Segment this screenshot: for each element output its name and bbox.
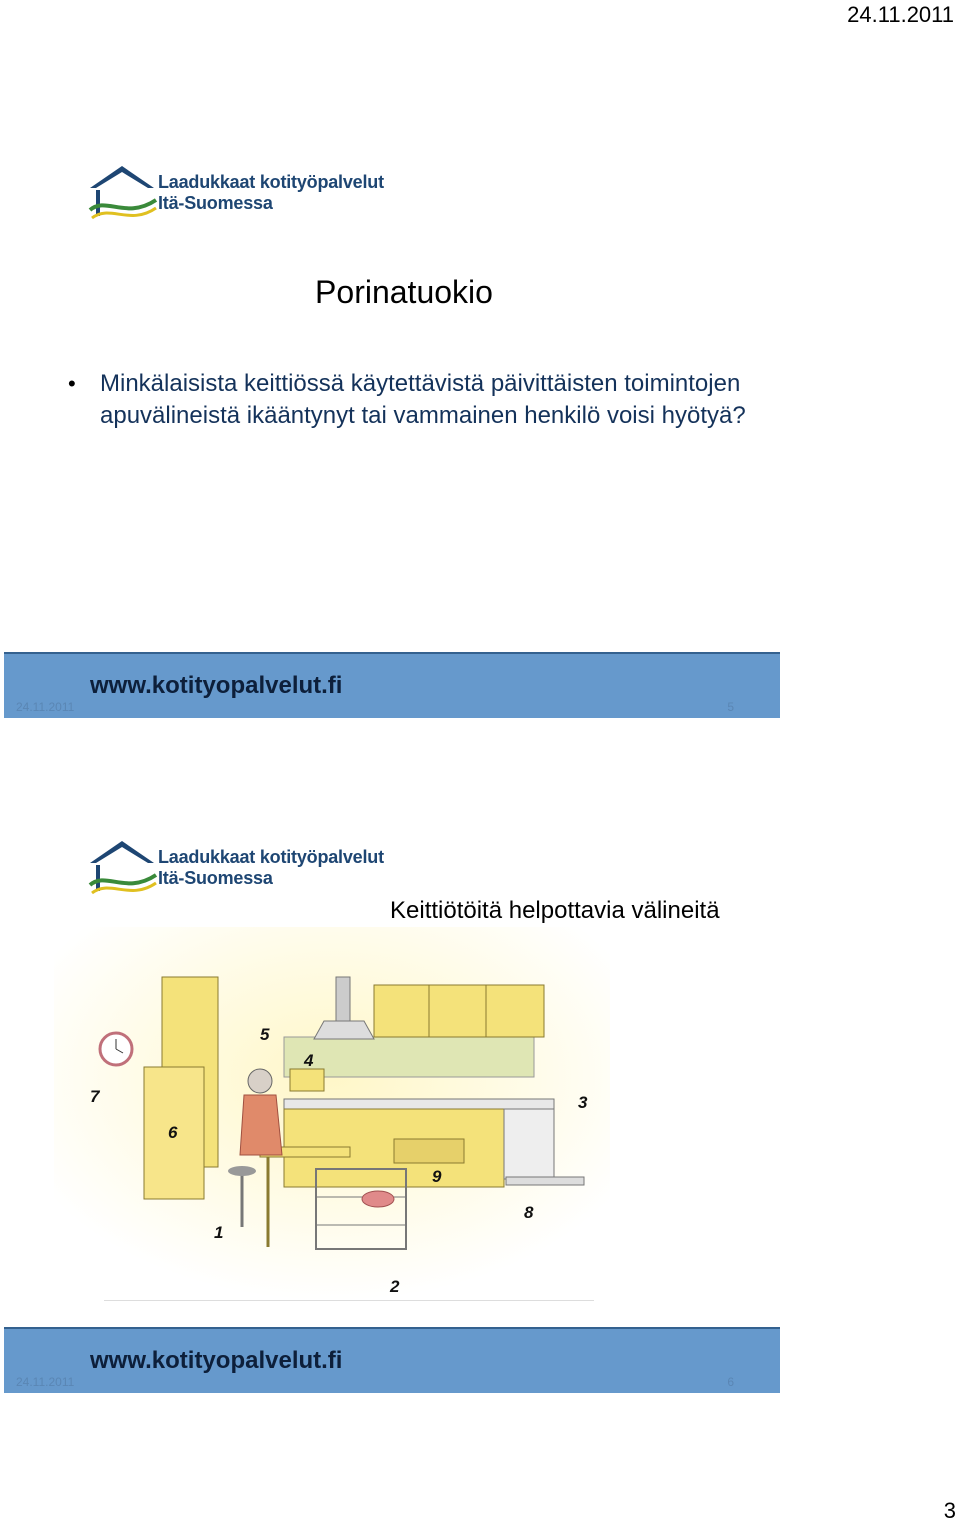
label-8: 8 [524,1203,534,1222]
label-6: 6 [168,1123,178,1142]
label-7: 7 [90,1087,100,1106]
footer-bar [4,652,780,718]
slide-6 [4,815,780,1393]
page-date: 24.11.2011 [847,2,954,27]
label-1: 1 [214,1223,224,1242]
slide-5 [4,140,780,718]
logo [86,160,426,230]
footer-url: www.kotityopalvelut.fi [90,672,343,699]
logo-text-line1: Laadukkaat kotityöpalvelut [158,847,384,867]
logo-text-line2: Itä-Suomessa [158,868,273,888]
kitchen-illustration [54,927,610,1301]
logo [86,835,426,905]
label-3: 3 [578,1093,588,1112]
bullet-list [68,368,748,432]
footer-date: 24.11.2011 [16,1375,75,1389]
footer-url: www.kotityopalvelut.fi [90,1347,343,1374]
label-5: 5 [260,1025,270,1044]
slide-number: 6 [727,1375,734,1389]
label-9: 9 [432,1167,442,1186]
house-logo-icon [86,160,158,226]
slide-title: Keittiötöitä helpottavia välineitä [390,897,720,924]
slide-title: Porinatuokio [315,274,493,310]
logo-text-line1: Laadukkaat kotityöpalvelut [158,172,384,192]
bullet-item [68,368,748,432]
bullet-icon: • [68,371,76,396]
footer-date: 24.11.2011 [16,700,75,714]
kitchen-drawing [54,927,610,1301]
footer-bar [4,1327,780,1393]
slide-number: 5 [727,700,734,714]
label-2: 2 [390,1277,400,1296]
bullet-text: Minkälaisista keittiössä käytettävistä päivittäisten toimintojen apuvälineistä ikääntynyt tai vammainen henkilö voisi hyötyä? [100,370,746,429]
page-number: 3 [943,1498,956,1523]
label-4: 4 [304,1051,314,1070]
house-logo-icon [86,835,158,901]
logo-text-line2: Itä-Suomessa [158,193,273,213]
